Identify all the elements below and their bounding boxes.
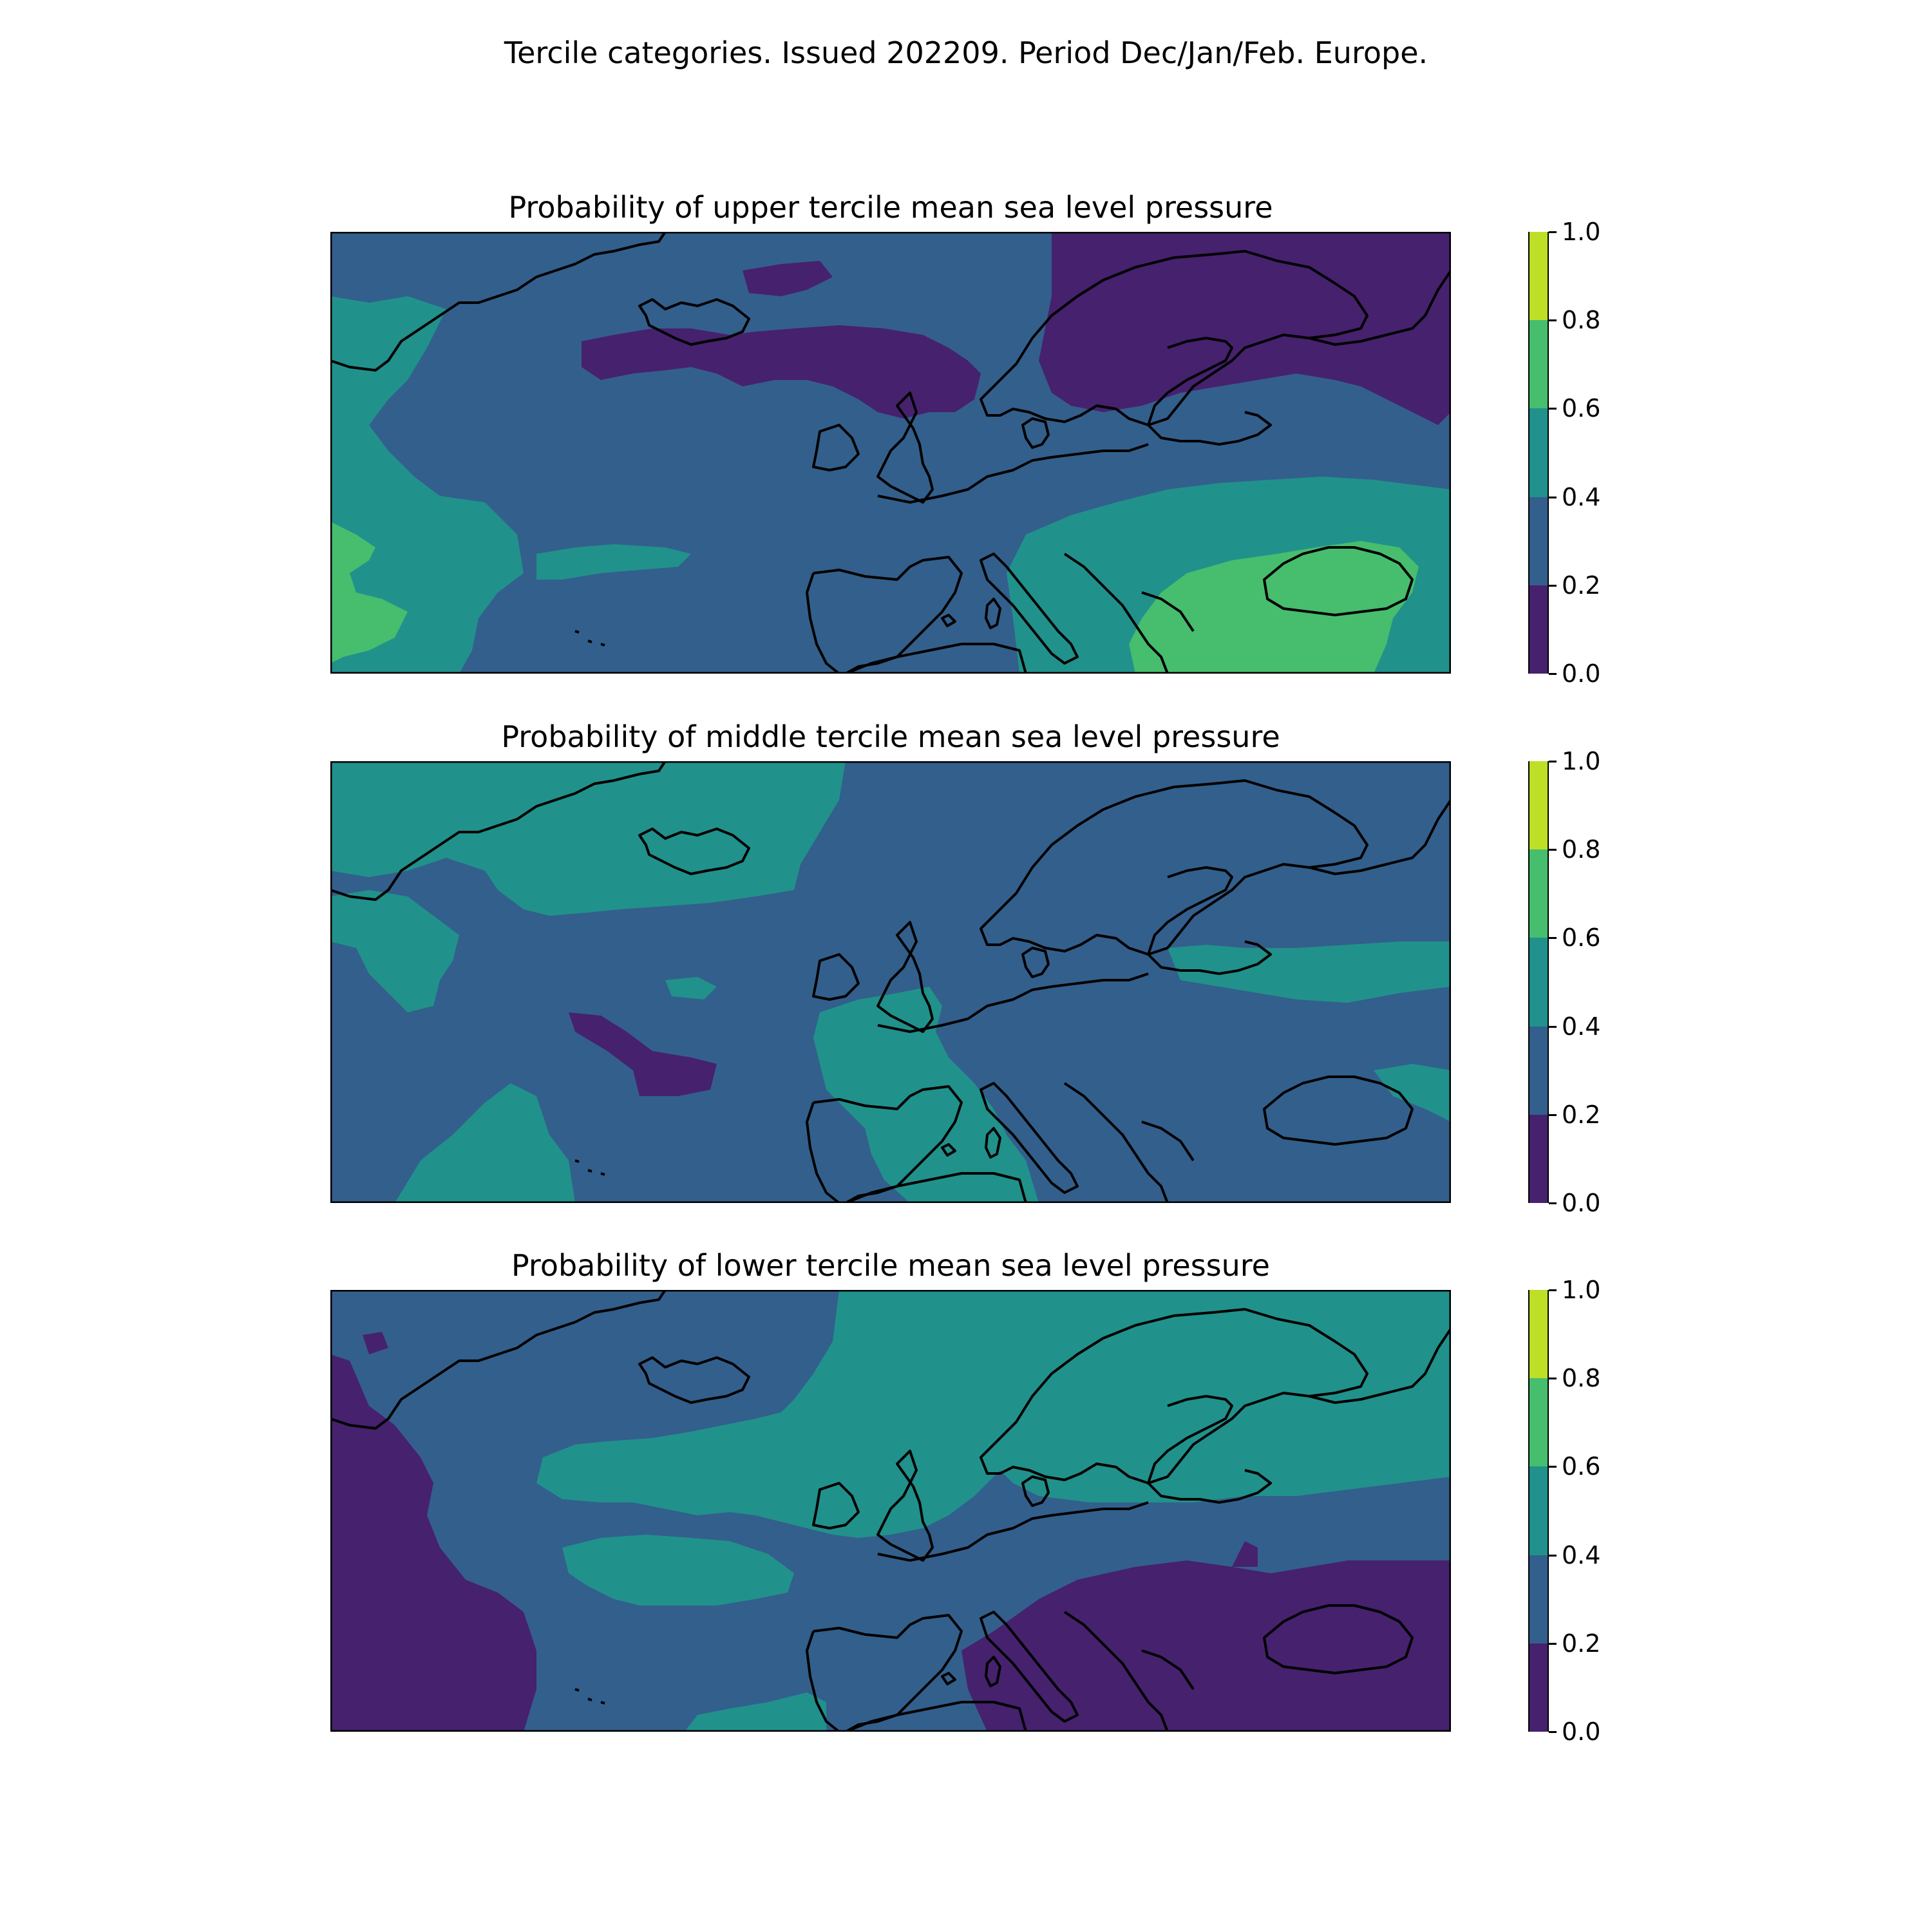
colorbar-tick-label: 0.6 [1562, 923, 1601, 952]
colorbar-tick-mark [1549, 1026, 1557, 1028]
colorbar-tick-mark [1549, 1466, 1557, 1468]
colorbar-tick-label: 0.0 [1562, 659, 1601, 688]
colorbar-tick-mark [1549, 1202, 1557, 1204]
colorbar-tick-label: 0.4 [1562, 482, 1601, 511]
colorbar-segment [1530, 1290, 1548, 1378]
colorbar-tick-mark [1549, 1289, 1557, 1291]
colorbar-tick-mark [1549, 1643, 1557, 1645]
colorbar-segment [1530, 320, 1548, 408]
colorbar-segment [1530, 232, 1548, 320]
colorbar-tick-label: 0.2 [1562, 571, 1601, 600]
colorbar-segment [1530, 1555, 1548, 1643]
colorbar-tick-mark [1549, 319, 1557, 321]
colorbar-tick-label: 0.2 [1562, 1629, 1601, 1658]
colorbar-middle [1528, 761, 1549, 1203]
colorbar-tick-label: 0.2 [1562, 1100, 1601, 1129]
colorbar-tick-mark [1549, 497, 1557, 498]
colorbar-segment [1530, 761, 1548, 849]
colorbar-tick-mark [1549, 673, 1557, 675]
colorbar-tick-label: 0.6 [1562, 1452, 1601, 1481]
colorbar-tick-label: 1.0 [1562, 747, 1601, 775]
map-lower-tercile [330, 1290, 1451, 1732]
colorbar-tick-mark [1549, 408, 1557, 410]
colorbar-tick-label: 0.8 [1562, 835, 1601, 864]
colorbar-tick-mark [1549, 761, 1557, 762]
colorbar-tick-label: 0.0 [1562, 1189, 1601, 1217]
colorbar-segment [1530, 1027, 1548, 1115]
colorbar-tick-label: 1.0 [1562, 218, 1601, 246]
colorbar-tick-label: 0.4 [1562, 1012, 1601, 1041]
colorbar-tick-mark [1549, 849, 1557, 851]
colorbar-lower [1528, 1290, 1549, 1732]
colorbar-segment [1530, 1115, 1548, 1203]
panel-title-middle: Probability of middle tercile mean sea level pressure [501, 719, 1280, 754]
panel-title-lower: Probability of lower tercile mean sea level pressure [511, 1248, 1270, 1283]
colorbar-segment [1530, 1643, 1548, 1732]
colorbar-tick-mark [1549, 1731, 1557, 1733]
panel-title-upper: Probability of upper tercile mean sea level pressure [508, 190, 1273, 225]
map-middle-tercile [330, 761, 1451, 1203]
colorbar-tick-label: 0.4 [1562, 1540, 1601, 1569]
colorbar-tick-mark [1549, 1378, 1557, 1379]
colorbar-tick-label: 0.8 [1562, 1364, 1601, 1393]
figure-title: Tercile categories. Issued 202209. Period Dec/Jan/Feb. Europe. [504, 35, 1428, 70]
colorbar-segment [1530, 849, 1548, 938]
colorbar-tick-label: 1.0 [1562, 1276, 1601, 1304]
colorbar-tick-label: 0.6 [1562, 394, 1601, 423]
colorbar-tick-mark [1549, 231, 1557, 233]
colorbar-tick-label: 0.8 [1562, 306, 1601, 335]
colorbar-upper [1528, 232, 1549, 674]
colorbar-tick-mark [1549, 937, 1557, 939]
colorbar-tick-mark [1549, 1555, 1557, 1557]
colorbar-segment [1530, 497, 1548, 585]
colorbar-segment [1530, 408, 1548, 497]
colorbar-tick-label: 0.0 [1562, 1718, 1601, 1746]
colorbar-segment [1530, 1466, 1548, 1555]
colorbar-segment [1530, 585, 1548, 674]
colorbar-tick-mark [1549, 585, 1557, 587]
map-upper-tercile [330, 232, 1451, 674]
colorbar-tick-mark [1549, 1114, 1557, 1116]
colorbar-segment [1530, 1378, 1548, 1466]
colorbar-segment [1530, 938, 1548, 1026]
